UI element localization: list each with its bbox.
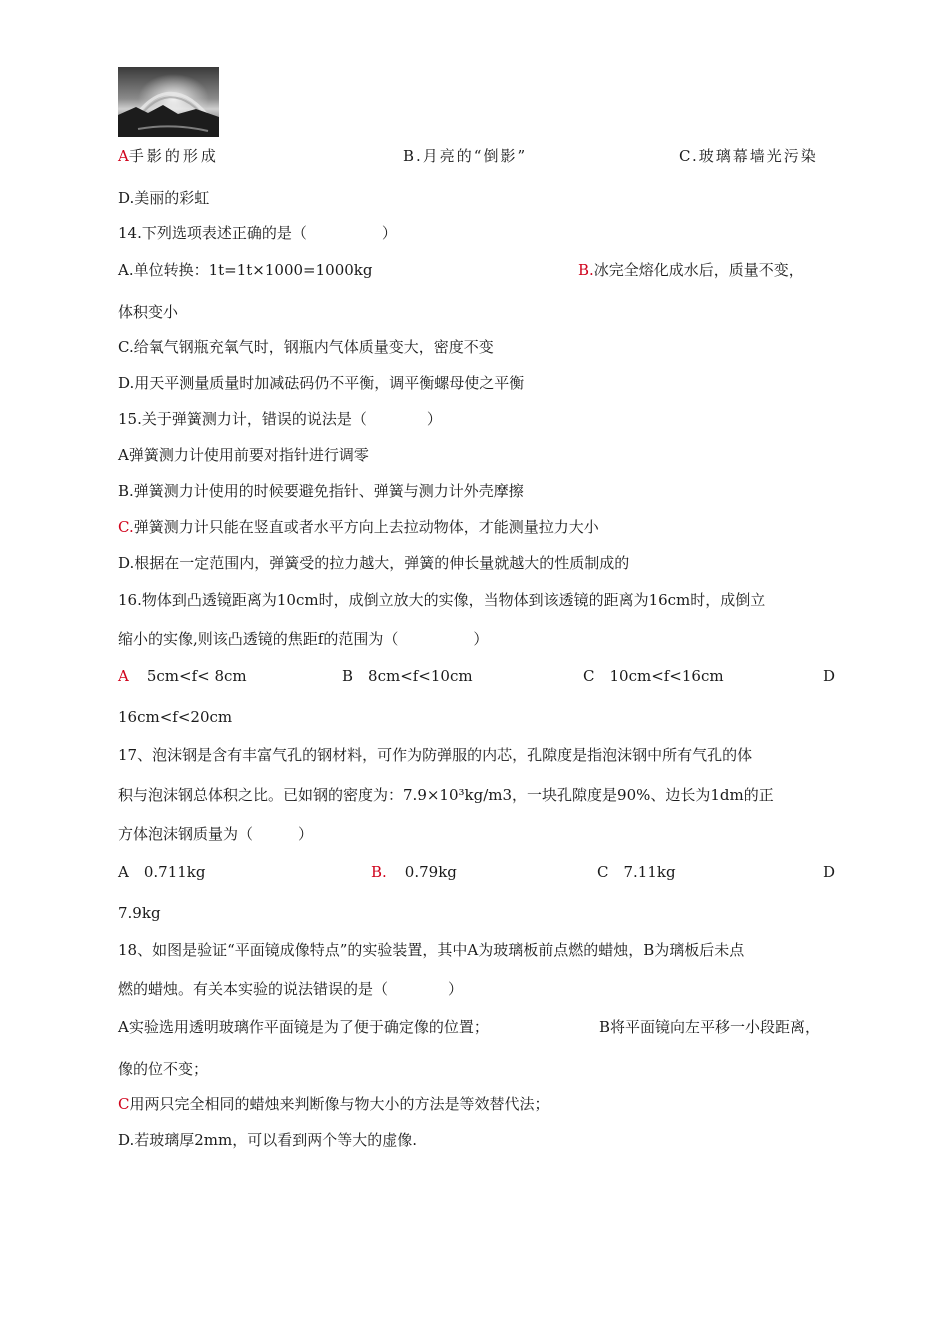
q17-stem-line3: 方体泡沫钢质量为（ ） bbox=[118, 825, 314, 843]
q18-option-c-letter: C bbox=[118, 1095, 130, 1113]
q14-option-a: A.单位转换：1t=1t×1000=1000kg bbox=[118, 261, 373, 279]
q14-option-d: D.用天平测量质量时加减砝码仍不平衡，调平衡螺母使之平衡 bbox=[118, 374, 525, 392]
q18-option-c-text: 用两只完全相同的蜡烛来判断像与物大小的方法是等效替代法； bbox=[129, 1095, 550, 1113]
q16-option-c: C 10cm<f<16cm bbox=[583, 667, 724, 685]
rainbow-photo bbox=[118, 67, 219, 137]
q15-option-c-text: 弹簧测力计只能在竖直或者水平方向上去拉动物体，才能测量拉力大小 bbox=[133, 518, 599, 536]
q13-option-c: C.玻璃幕墙光污染 bbox=[679, 147, 818, 165]
q17-option-d-text: 7.9kg bbox=[118, 904, 161, 922]
q13-option-b: B.月亮的“倒影” bbox=[403, 147, 528, 165]
q17-stem-line2: 积与泡沫钢总体积之比。已如钢的密度为：7.9×10³kg/m3，一块孔隙度是90%、边长为1dm的正 bbox=[118, 786, 774, 804]
q14-option-c: C.给氧气钢瓶充氧气时，钢瓶内气体质量变大，密度不变 bbox=[118, 338, 494, 356]
q18-option-b: B将平面镜向左平移一小段距离， bbox=[599, 1018, 821, 1036]
q15-option-a: A弹簧测力计使用前要对指针进行调零 bbox=[118, 446, 369, 464]
q16-option-d-text: 16cm<f<20cm bbox=[118, 708, 233, 726]
q16-stem-line2: 缩小的实像,则该凸透镜的焦距f的范围为（ ） bbox=[118, 630, 489, 648]
q17-option-d-letter: D bbox=[823, 863, 836, 881]
q14-option-b-letter: B. bbox=[578, 261, 594, 279]
q16-option-b: B 8cm<f<10cm bbox=[342, 667, 473, 685]
q16-option-a-text: 5cm<f< 8cm bbox=[146, 667, 247, 685]
q15-option-c-letter: C. bbox=[118, 518, 134, 536]
q13-option-a-text: 手影的形成 bbox=[128, 147, 219, 165]
q13-option-a bbox=[118, 146, 219, 166]
q18-option-a: A实验选用透明玻璃作平面镜是为了便于确定像的位置； bbox=[118, 1018, 489, 1036]
q14-stem: 14.下列选项表述正确的是（ ） bbox=[118, 224, 397, 242]
q17-option-c: C 7.11kg bbox=[597, 863, 676, 881]
q18-option-b-continued: 像的位不变； bbox=[118, 1060, 209, 1078]
q17-option-a: A 0.711kg bbox=[118, 863, 206, 881]
q18-option-d: D.若玻璃厚2mm，可以看到两个等大的虚像. bbox=[118, 1131, 418, 1149]
q15-stem: 15.关于弹簧测力计，错误的说法是（ ） bbox=[118, 410, 442, 428]
q17-stem-line1: 17、泡沫钢是含有丰富气孔的钢材料，可作为防弹服的内芯，孔隙度是指泡沫钢中所有气孔的体 bbox=[118, 746, 753, 764]
q16-option-a bbox=[118, 666, 247, 686]
q13-option-a-letter: A bbox=[118, 147, 129, 165]
q18-stem-line1: 18、如图是验证“平面镜成像特点”的实验装置，其中A为玻璃板前点燃的蜡烛，B为璃板后未点 bbox=[118, 941, 745, 959]
q16-option-a-letter: A bbox=[118, 667, 129, 685]
q14-option-b-text: 冰完全熔化成水后，质量不变， bbox=[593, 261, 804, 279]
q17-option-b-text: 0.79kg bbox=[404, 863, 457, 881]
q18-option-c bbox=[118, 1094, 550, 1114]
q16-stem-line1: 16.物体到凸透镜距离为10cm时，成倒立放大的实像，当物体到该透镜的距离为16cm时，成倒立 bbox=[118, 591, 766, 609]
q15-option-d: D.根据在一定范围内，弹簧受的拉力越大，弹簧的伸长量就越大的性质制成的 bbox=[118, 554, 630, 572]
q14-option-b bbox=[578, 260, 804, 280]
q18-stem-line2: 燃的蜡烛。有关本实验的说法错误的是（ ） bbox=[118, 980, 464, 998]
q16-option-d-letter: D bbox=[823, 667, 836, 685]
q14-option-b-continued: 体积变小 bbox=[118, 303, 179, 321]
q17-option-b-letter: B. bbox=[371, 863, 387, 881]
q17-option-b bbox=[371, 862, 457, 882]
q15-option-c bbox=[118, 517, 599, 537]
q13-option-d: D.美丽的彩虹 bbox=[118, 189, 210, 207]
q15-option-b: B.弹簧测力计使用的时候要避免指针、弹簧与测力计外壳摩擦 bbox=[118, 482, 524, 500]
